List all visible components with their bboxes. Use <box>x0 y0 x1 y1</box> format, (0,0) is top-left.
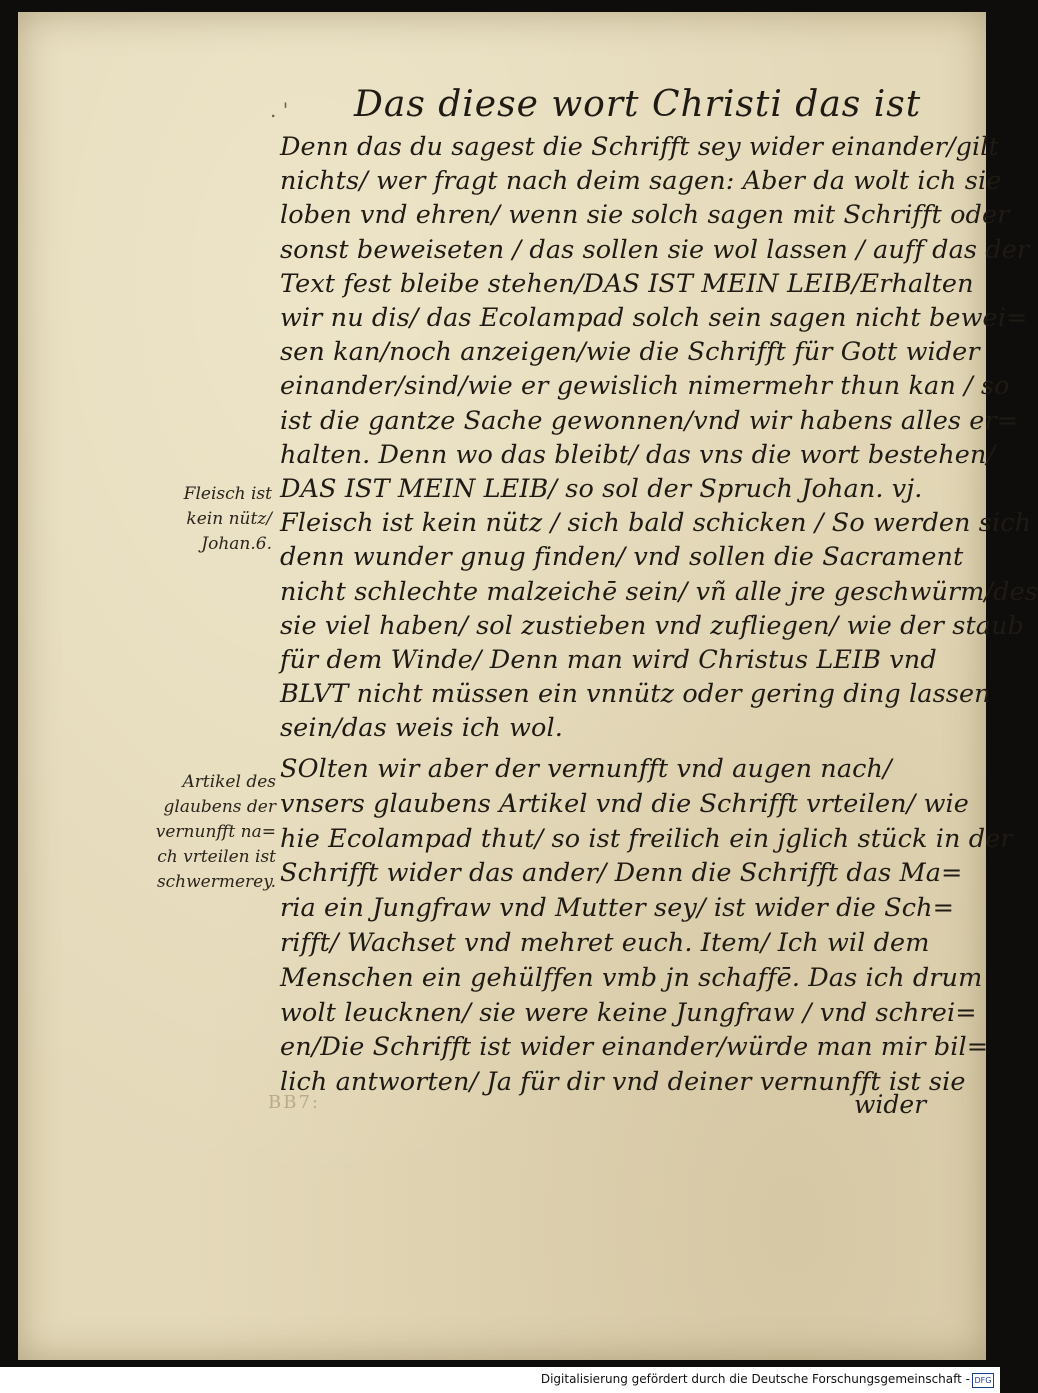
side-note-line: Artikel des <box>182 772 276 792</box>
side-note-line: ch vrteilen ist <box>157 847 276 867</box>
text-line: sonst beweiseten / das sollen sie wol lassen / auff das der <box>280 234 1030 265</box>
side-note-line: Fleisch ist <box>183 484 272 504</box>
running-head: Das diese wort Christi das ist <box>354 84 922 125</box>
text-line: sen kan/noch anzeigen/wie die Schrifft für Gott wider <box>280 337 980 368</box>
text-line: Denn das du sagest die Schrifft sey wider einander/gilt <box>280 132 999 162</box>
text-line: DAS IST MEIN LEIB/ so sol der Spruch Johan. vj. <box>280 474 923 505</box>
text-line: loben vnd ehren/ wenn sie solch sagen mit Schrifft oder <box>280 200 1010 231</box>
text-line: wolt leucknen/ sie were keine Jungfraw / vnd schrei= <box>280 997 977 1028</box>
margin-mark: . ' <box>270 98 289 122</box>
faded-stamp: BB7: <box>268 1092 320 1113</box>
text-line: halten. Denn wo das bleibt/ das vns die wort bestehen/ <box>280 439 996 470</box>
side-note-artikel <box>114 770 276 895</box>
text-line: einander/sind/wie er gewislich nimermehr thun kan / so <box>280 371 1010 402</box>
text-line: vnsers glaubens Artikel vnd die Schrifft vrteilen/ wie <box>280 788 969 819</box>
main-text-paragraph-1 <box>280 130 1038 746</box>
text-line: ria ein Jungfraw vnd Mutter sey/ ist wider die Sch= <box>280 893 955 924</box>
text-line: rifft/ Wachset vnd mehret euch. Item/ Ich wil dem <box>280 927 930 958</box>
text-line: SOlten wir aber der vernunfft vnd augen nach/ <box>280 754 892 784</box>
side-note-line: vernunfft na= <box>155 822 276 842</box>
text-line: sie viel haben/ sol zustieben vnd zufliegen/ wie der staub <box>280 610 1025 641</box>
text-line: sein/das weis ich wol. <box>280 713 563 744</box>
footer-credit: Digitalisierung gefördert durch die Deutsche Forschungsgemeinschaft - <box>540 1372 970 1386</box>
text-line: hie Ecolampad thut/ so ist freilich ein jglich stück in der <box>280 823 1013 854</box>
text-line: nicht schlechte malzeichē sein/ vñ alle jre geschwürm/des <box>280 576 1038 607</box>
side-note-line: glaubens der <box>163 797 276 817</box>
text-line: für dem Winde/ Denn man wird Christus LEIB vnd <box>280 645 937 676</box>
dfg-logo-icon: DFG <box>972 1373 994 1388</box>
text-line: nichts/ wer fragt nach deim sagen: Aber da wolt ich sie <box>280 166 1002 197</box>
book-page <box>18 12 1038 1360</box>
side-note-fleisch <box>122 482 272 557</box>
text-line: Schrifft wider das ander/ Denn die Schrifft das Ma= <box>280 858 963 889</box>
digitization-footer <box>0 1367 1000 1393</box>
text-line: wir nu dis/ das Ecolampad solch sein sagen nicht bewei= <box>280 303 1028 334</box>
side-note-line: Johan.6. <box>201 534 272 554</box>
text-line: Text fest bleibe stehen/DAS IST MEIN LEIB/Erhalten <box>280 268 974 299</box>
text-line: ist die gantze Sache gewonnen/vnd wir habens alles er= <box>280 405 1019 436</box>
text-line: lich antworten/ Ja für dir vnd deiner vernunfft ist sie <box>280 1067 966 1098</box>
side-note-line: schwermerey. <box>156 872 276 892</box>
text-line: Menschen ein gehülffen vmb jn schaffē. Das ich drum <box>280 962 983 993</box>
catchword: wider <box>854 1090 927 1119</box>
main-text-paragraph-2 <box>280 752 1013 1100</box>
text-line: Fleisch ist kein nütz / sich bald schicken / So werden sich <box>280 508 1032 539</box>
text-line: denn wunder gnug finden/ vnd sollen die Sacrament <box>280 542 964 573</box>
side-note-line: kein nütz/ <box>186 509 272 529</box>
text-line: BLVT nicht müssen ein vnnütz oder gering ding lassen <box>280 679 991 710</box>
text-line: en/Die Schrifft ist wider einander/würde man mir bil= <box>280 1032 989 1063</box>
